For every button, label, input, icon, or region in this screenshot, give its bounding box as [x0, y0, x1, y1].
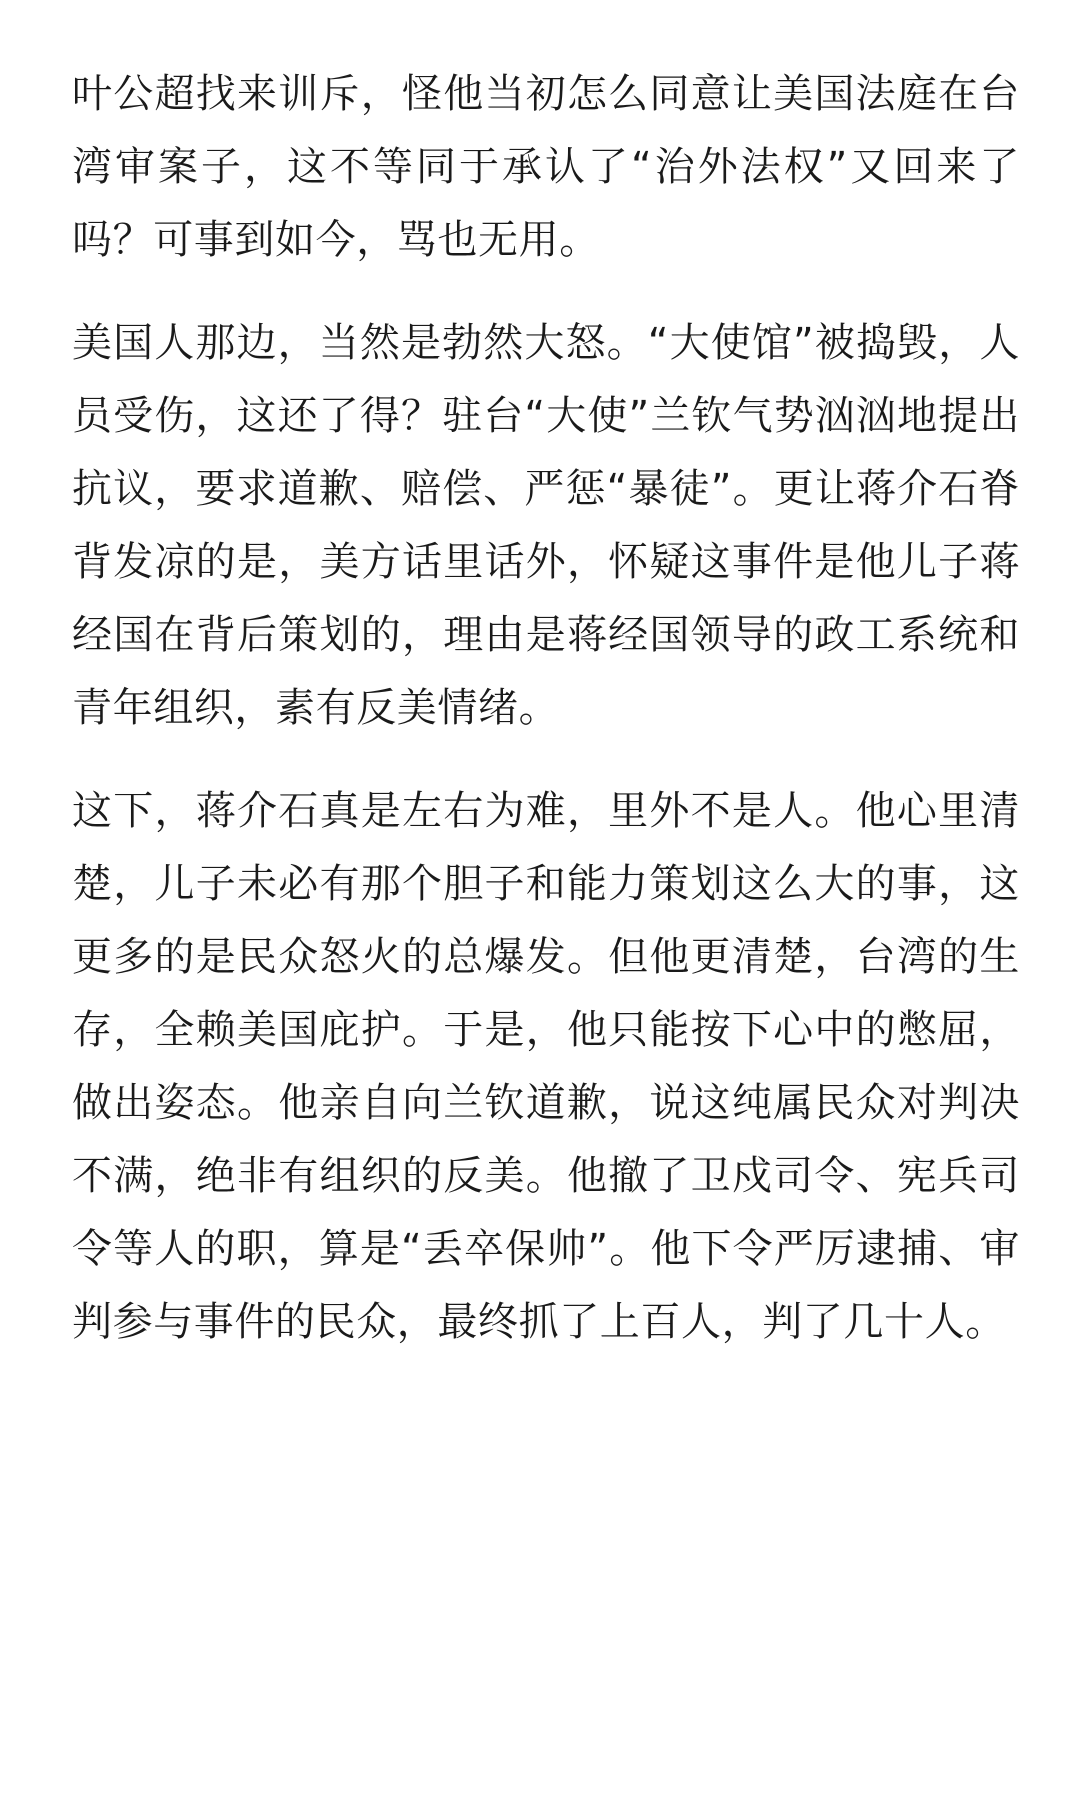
- paragraph-1: 叶公超找来训斥，怪他当初怎么同意让美国法庭在台湾审案子，这不等同于承认了“治外法权”又回来了吗？可事到如今，骂也无用。: [72, 71, 1020, 263]
- paragraph-3: 这下，蒋介石真是左右为难，里外不是人。他心里清楚，儿子未必有那个胆子和能力策划这么大的事，这更多的是民众怒火的总爆发。但他更清楚，台湾的生存，全赖美国庇护。于是，他只能按下心中的憋屈，做出姿态。他亲自向兰钦道歉，说这纯属民众对判决不满，绝非有组织的反美。他撤了卫戍司令、宪兵司令等人的职，算是“丢卒保帅”。他下令严厉逮捕、审判参与事件的民众，最终抓了上百人，判了几十人。: [72, 788, 1020, 1345]
- paragraph-2: 美国人那边，当然是勃然大怒。“大使馆”被捣毁，人员受伤，这还了得？驻台“大使”兰钦气势汹汹地提出抗议，要求道歉、赔偿、严惩“暴徒”。更让蒋介石脊背发凉的是，美方话里话外，怀疑这事件是他儿子蒋经国在背后策划的，理由是蒋经国领导的政工系统和青年组织，素有反美情绪。: [72, 320, 1020, 731]
